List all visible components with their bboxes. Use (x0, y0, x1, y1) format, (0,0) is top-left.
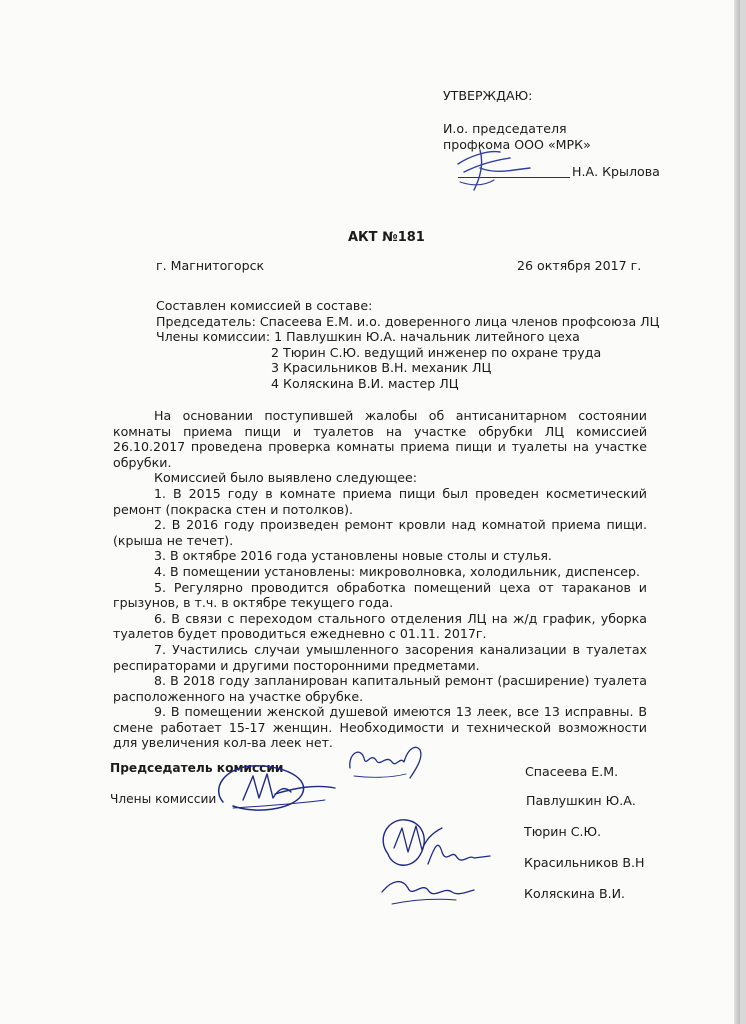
paragraph: На основании поступившей жалобы об антисанитарном состоянии комнаты приема пищи и туалетов на участке обрубки ЛЦ комиссией 26.10.2017 проведена проверка комнаты приема пищи и туалеты на участке обрубки. (113, 408, 647, 470)
paragraph: 7. Участились случаи умышленного засорения канализации в туалетах респираторами и другими посторонними предметами. (113, 641, 647, 673)
commission-member-2: 2 Тюрин С.Ю. ведущий инженер по охране труда (271, 344, 602, 360)
commission-member-1 (156, 329, 659, 345)
approval-signatory: Н.А. Крылова (572, 164, 660, 179)
paragraph: 5. Регулярно проводится обработка помещений цеха от тараканов и грызунов, в т.ч. в октябре текущего года. (113, 579, 647, 611)
signature-name-3: Тюрин С.Ю. (524, 824, 602, 839)
paragraph: 2. В 2016 году произведен ремонт кровли над комнатой приема пищи. (крыша не течет). (113, 517, 647, 548)
approval-header: УТВЕРЖДАЮ: (443, 88, 533, 103)
paragraph: Комиссией было выявлено следующее: (154, 470, 417, 486)
approval-signature-image (450, 142, 540, 198)
document-date: 26 октября 2017 г. (517, 258, 642, 273)
signature-image-turin-krasilnikov-kolyaskina (372, 808, 502, 912)
paragraph: 4. В помещении установлены: микроволновка, холодильник, диспенсер. (154, 563, 640, 579)
paragraph: 9. В помещении женской душевой имеются 13 леек, все 13 исправны. В смене работает 15-17 женщин. Необходимости и технической возможности для увеличения кол-ва леек нет. (113, 704, 647, 751)
commission-member-1-text: 1 Павлушкин Ю.А. начальник литейного цеха (274, 329, 580, 345)
commission-intro: Составлен комиссией в составе: (156, 298, 373, 313)
commission-member-4: 4 Коляскина В.И. мастер ЛЦ (271, 375, 459, 391)
approval-position-line2: профкома ООО «МРК» (443, 137, 591, 152)
signature-name-4: Красильников В.Н (524, 855, 645, 870)
findings-body (113, 408, 647, 751)
signature-members-label: Члены комиссии (110, 792, 217, 806)
approval-position-line1: И.о. председателя (443, 121, 567, 136)
commission-block (156, 298, 659, 392)
commission-member-3: 3 Красильников В.Н. механик ЛЦ (271, 360, 492, 376)
page-edge (734, 0, 740, 1024)
signature-name-5: Коляскина В.И. (524, 886, 626, 901)
commission-chair: Председатель: Спасеева Е.М. и.о. доверенного лица членов профсоюза ЛЦ (156, 313, 660, 329)
paragraph: 6. В связи с переходом стального отделения ЛЦ на ж/д график, уборка туалетов будет проводиться ежедневно с 01.11. 2017г. (113, 610, 647, 642)
signature-image-pavlushkin (205, 748, 345, 820)
signature-name-1: Спасеева Е.М. (525, 764, 619, 779)
document-title: АКТ №181 (348, 230, 425, 245)
signature-name-2: Павлушкин Ю.А. (526, 793, 636, 808)
commission-members-label: Члены комиссии: (156, 329, 271, 345)
document-city: г. Магнитогорск (156, 258, 265, 273)
paragraph: 3. В октябре 2016 года установлены новые столы и стулья. (154, 548, 552, 564)
signature-image-chair (340, 738, 430, 788)
signature-chair-label: Председатель комиссии (110, 761, 284, 775)
paragraph: 8. В 2018 году запланирован капитальный ремонт (расширение) туалета расположенного на участке обрубке. (113, 673, 647, 704)
paragraph: 1. В 2015 году в комнате приема пищи был проведен косметический ремонт (покраска стен и потолков). (113, 485, 647, 517)
